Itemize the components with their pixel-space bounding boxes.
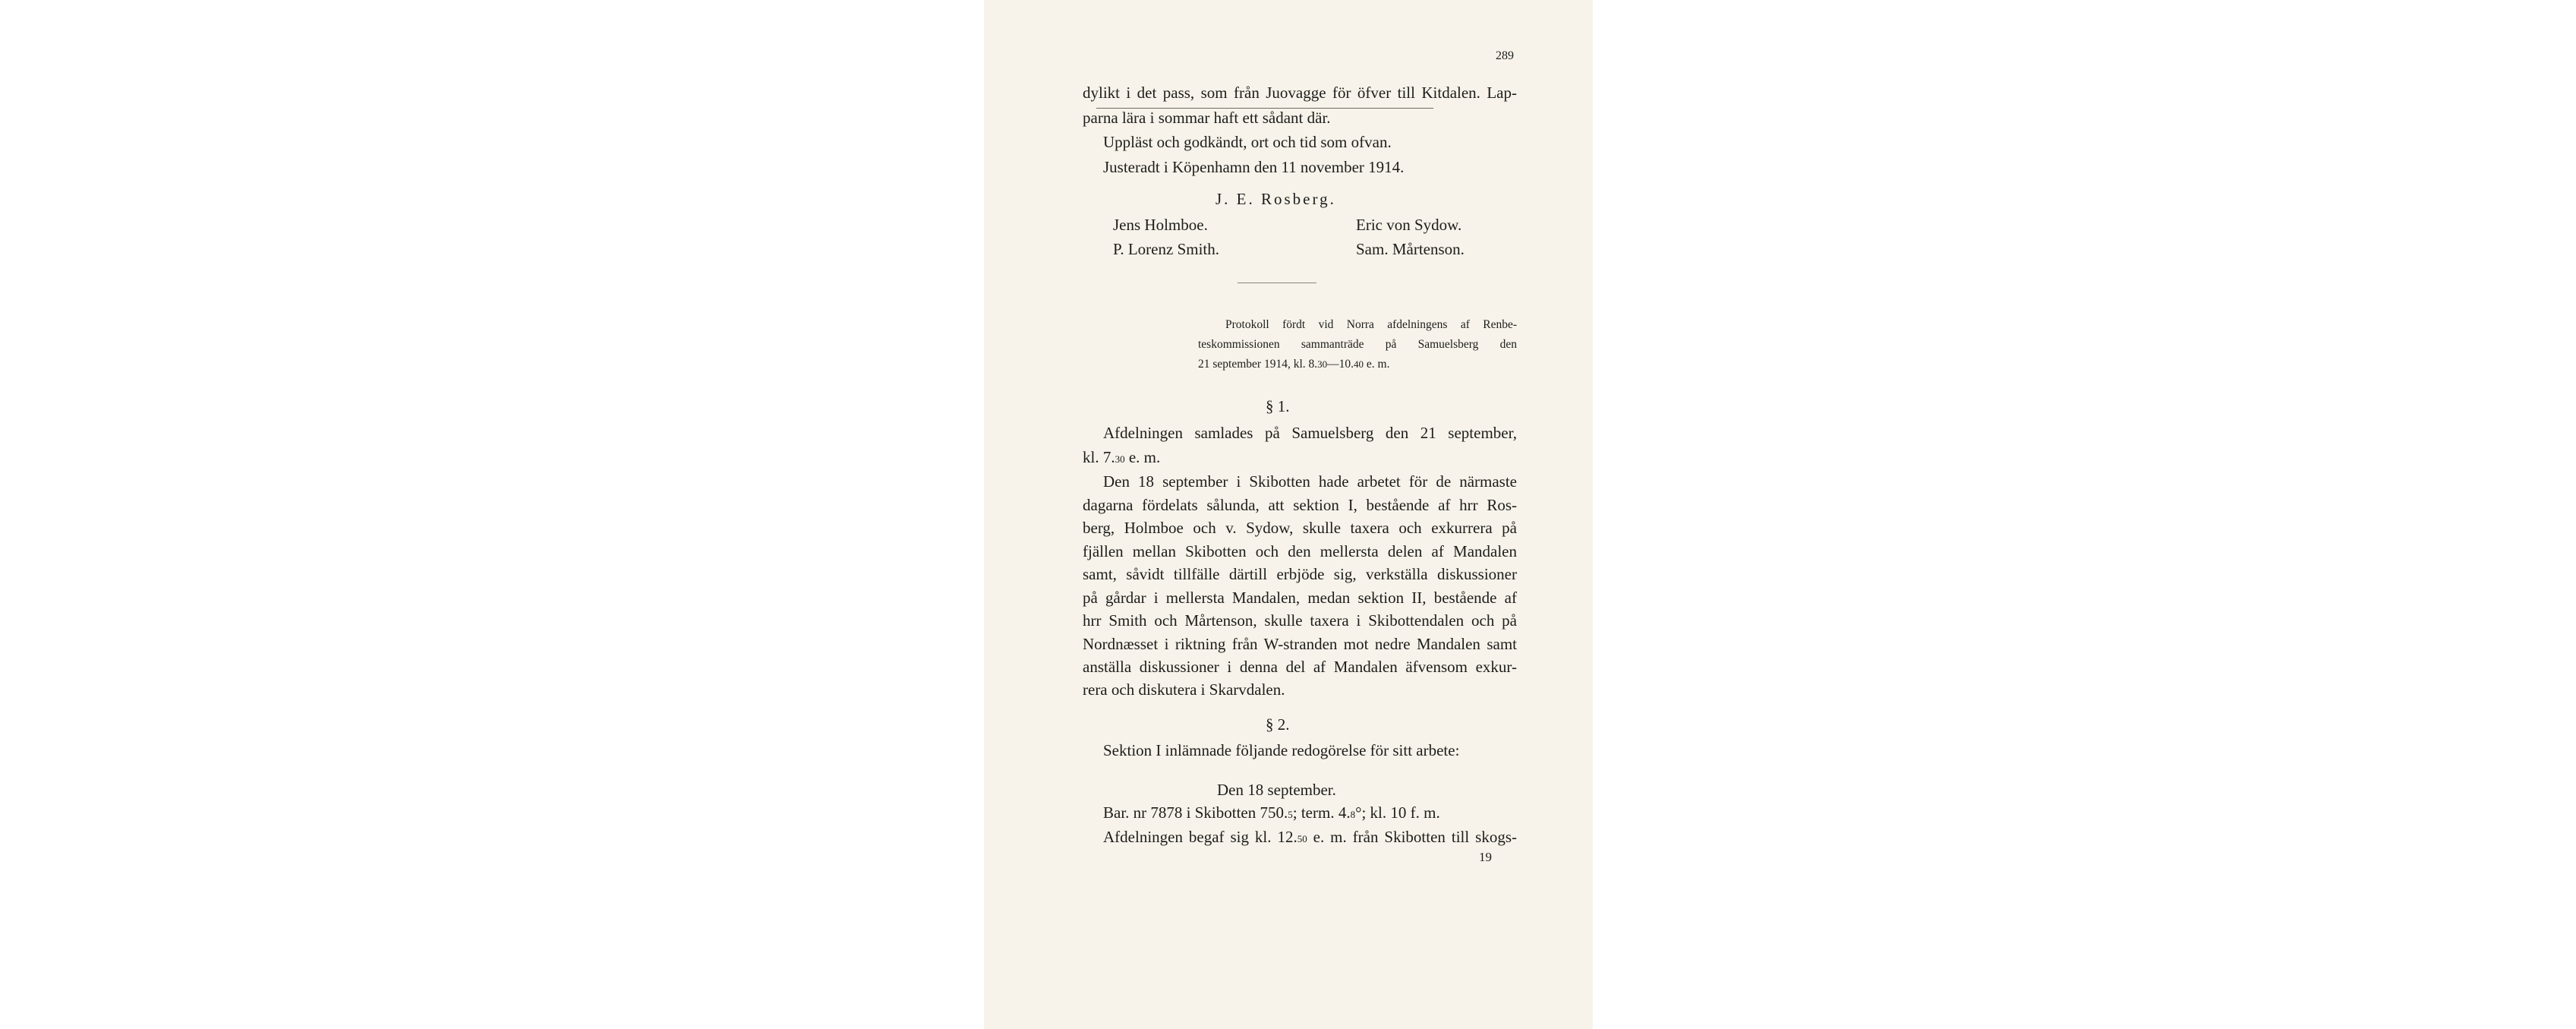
- text-line: samt, såvidt tillfälle därtill erbjöde sig, verkställa diskussioner: [1083, 565, 1517, 583]
- text-line: fjällen mellan Skibotten och den mellersta delen af Mandalen: [1083, 541, 1517, 560]
- signature-left-1: Jens Holmboe.: [1113, 216, 1208, 234]
- date-heading: Den 18 september.: [1217, 781, 1336, 799]
- signature-right-2: Sam. Mårtenson.: [1356, 240, 1465, 258]
- page-number: 289: [1496, 49, 1514, 62]
- text-line: Bar. nr 7878 i Skibotten 750.5; term. 4.8°; kl. 10 f. m.: [1103, 803, 1440, 822]
- text-line: Den 18 september i Skibotten hade arbetet för de närmaste: [1103, 472, 1517, 491]
- section-heading: § 2.: [1266, 715, 1290, 734]
- signature-chair: J. E. Rosberg.: [1215, 190, 1336, 208]
- text-line: Uppläst och godkändt, ort och tid som ofvan.: [1103, 133, 1392, 151]
- signature-left-2: P. Lorenz Smith.: [1113, 240, 1219, 258]
- text-line: anställa diskussioner i denna del af Mandalen äfvensom exkur-: [1083, 658, 1517, 676]
- section-heading: § 1.: [1266, 397, 1290, 415]
- text-line: på gårdar i mellersta Mandalen, medan sektion II, bestående af: [1083, 588, 1517, 607]
- text-line: Justeradt i Köpenhamn den 11 november 1914.: [1103, 158, 1405, 176]
- text-line: Afdelningen samlades på Samuelsberg den 21 september,: [1103, 424, 1517, 442]
- text-line: kl. 7.30 e. m.: [1083, 448, 1161, 466]
- text-line: Afdelningen begaf sig kl. 12.50 e. m. från Skibotten till skogs-: [1103, 828, 1517, 846]
- text-line: dagarna fördelats sålunda, att sektion I, bestående af hrr Ros-: [1083, 495, 1517, 514]
- text-line: rera och diskutera i Skarvdalen.: [1083, 680, 1285, 699]
- text-line: dylikt i det pass, som från Juovagge för öfver till Kitdalen. Lap-: [1083, 84, 1517, 102]
- footer-number: 19: [1479, 850, 1492, 864]
- text-line: Nordnæsset i riktning från W-stranden mot nedre Mandalen samt: [1083, 634, 1517, 653]
- protocol-line: Protokoll fördt vid Norra afdelningens af Renbe-: [1225, 318, 1517, 331]
- signature-right-1: Eric von Sydow.: [1356, 216, 1462, 234]
- text-line: hrr Smith och Mårtenson, skulle taxera i Skibottendalen och på: [1083, 611, 1517, 630]
- protocol-line: 21 september 1914, kl. 8.30—10.40 e. m.: [1198, 358, 1390, 371]
- text-line: berg, Holmboe och v. Sydow, skulle taxera och exkurrera på: [1083, 519, 1517, 537]
- document-page: [984, 0, 1593, 1029]
- text-line: parna lära i sommar haft ett sådant där.: [1083, 109, 1331, 127]
- text-line: Sektion I inlämnade följande redogörelse för sitt arbete:: [1103, 741, 1460, 759]
- protocol-line: teskommissionen sammanträde på Samuelsberg den: [1198, 338, 1517, 351]
